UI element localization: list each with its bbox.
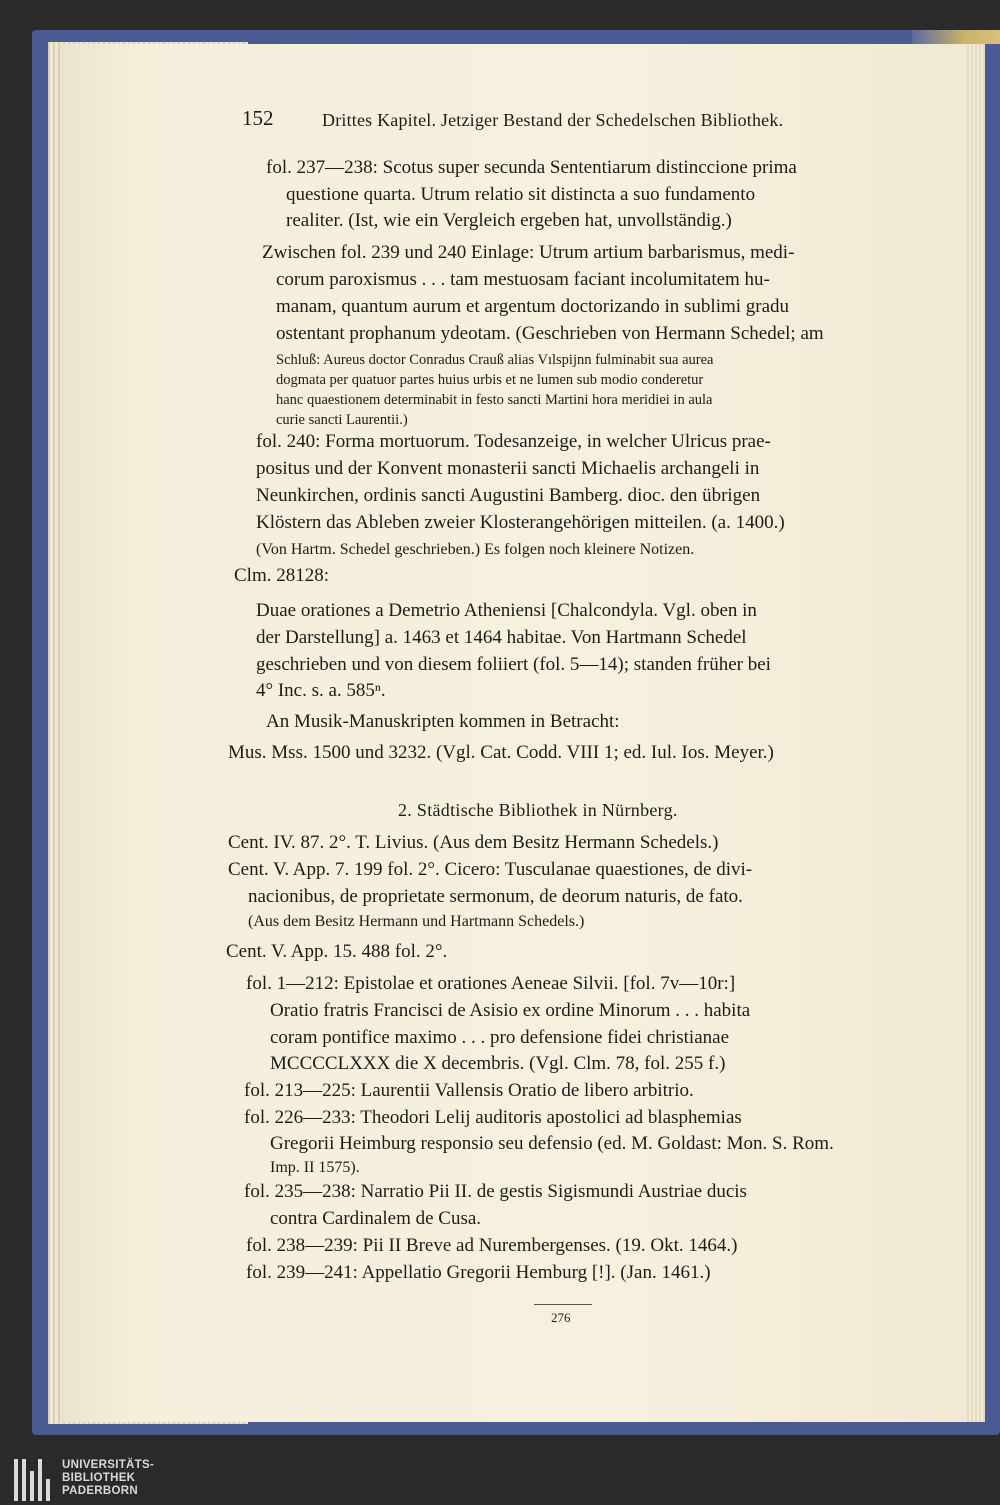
text-line: questione quarta. Utrum relatio sit distincta a suo fundamento xyxy=(286,184,756,205)
text-line: Klöstern das Ableben zweier Klosterangehörigen mitteilen. (a. 1400.) xyxy=(256,512,785,533)
text-line: fol. 239—241: Appellatio Gregorii Hemburg [!]. (Jan. 1461.) xyxy=(246,1262,711,1283)
text-line: realiter. (Ist, wie ein Vergleich ergeben hat, unvollständig.) xyxy=(286,210,732,231)
text-line: fol. 237—238: Scotus super secunda Sententiarum distinccione prima xyxy=(266,157,797,178)
library-line: PADERBORN xyxy=(62,1485,138,1497)
text-line: MCCCCLXXX die X decembris. (Vgl. Clm. 78, fol. 255 f.) xyxy=(270,1053,726,1074)
text-line: fol. 235—238: Narratio Pii II. de gestis Sigismundi Austriae ducis xyxy=(244,1181,747,1202)
right-page-edges xyxy=(967,44,985,1422)
text-line: An Musik-Manuskripten kommen in Betracht: xyxy=(266,711,620,732)
text-line: Mus. Mss. 1500 und 3232. (Vgl. Cat. Codd. VIII 1; ed. Iul. Ios. Meyer.) xyxy=(228,742,774,763)
text-line: (Von Hartm. Schedel geschrieben.) Es folgen noch kleinere Notizen. xyxy=(256,541,695,558)
text-line: Cent. V. App. 7. 199 fol. 2°. Cicero: Tusculanae quaestiones, de divi- xyxy=(228,859,753,880)
text-line: dogmata per quatuor partes huius urbis et ne lumen sub modio conderetur xyxy=(276,372,704,388)
text-line: Duae orationes a Demetrio Atheniensi [Chalcondyla. Vgl. oben in xyxy=(256,600,757,621)
text-line: fol. 240: Forma mortuorum. Todesanzeige, in welcher Ulricus prae- xyxy=(256,431,771,452)
text-line: Schluß: Aureus doctor Conradus Crauß alias Vılspijnn fulminabit sua aurea xyxy=(276,352,714,368)
text-line: corum paroxismus . . . tam mestuosam faciant incolumitatem hu- xyxy=(276,269,770,290)
text-line: curie sancti Laurentii.) xyxy=(276,412,408,428)
text-line: Oratio fratris Francisci de Asisio ex ordine Minorum . . . habita xyxy=(270,1000,751,1021)
running-head: Drittes Kapitel. Jetziger Bestand der Schedelschen Bibliothek. xyxy=(322,110,784,130)
text-line: manam, quantum aurum et argentum doctorizando in sublimi gradu xyxy=(276,296,790,317)
text-line: fol. 213—225: Laurentii Vallensis Oratio de libero arbitrio. xyxy=(244,1080,694,1101)
text-line: Cent. IV. 87. 2°. T. Livius. (Aus dem Besitz Hermann Schedels.) xyxy=(228,832,719,853)
footer-rule xyxy=(534,1304,592,1305)
library-line: BIBLIOTHEK xyxy=(62,1472,136,1484)
text-line: Neunkirchen, ordinis sancti Augustini Bamberg. dioc. den übrigen xyxy=(256,485,761,506)
text-line: nacionibus, de proprietate sermonum, de deorum naturis, de fato. xyxy=(248,886,743,907)
signature-mark: 276 xyxy=(551,1310,571,1325)
text-line: coram pontifice maximo . . . pro defensione fidei christianae xyxy=(270,1027,730,1048)
text-line: der Darstellung] a. 1463 et 1464 habitae. Von Hartmann Schedel xyxy=(256,627,747,648)
text-line: Zwischen fol. 239 und 240 Einlage: Utrum artium barbarismus, medi- xyxy=(262,242,795,263)
text-line: fol. 1—212: Epistolae et orationes Aeneae Silvii. [fol. 7v—10r:] xyxy=(246,973,736,994)
text-line: contra Cardinalem de Cusa. xyxy=(270,1208,482,1229)
book-page xyxy=(60,44,985,1422)
page-number: 152 xyxy=(242,106,274,130)
text-line: fol. 226—233: Theodori Lelij auditoris apostolici ad blasphemias xyxy=(244,1107,742,1128)
cover-edge xyxy=(912,30,1000,44)
section-heading: 2. Städtische Bibliothek in Nürnberg. xyxy=(398,800,678,820)
text-line: geschrieben und von diesem foliiert (fol. 5—14); standen früher bei xyxy=(256,654,771,675)
text-line: Clm. 28128: xyxy=(234,565,330,586)
text-line: fol. 238—239: Pii II Breve ad Nurembergenses. (19. Okt. 1464.) xyxy=(246,1235,738,1256)
library-name xyxy=(62,1459,154,1498)
text-line: 4° Inc. s. a. 585ⁿ. xyxy=(256,680,386,701)
text-line: ostentant prophanum ydeotam. (Geschrieben von Hermann Schedel; am xyxy=(276,323,824,344)
text-line: hanc quaestionem determinabit in festo sancti Martini hora meridiei in aula xyxy=(276,392,713,408)
text-line: Gregorii Heimburg responsio seu defensio (ed. M. Goldast: Mon. S. Rom. xyxy=(270,1133,834,1154)
text-line: (Aus dem Besitz Hermann und Hartmann Schedels.) xyxy=(248,913,585,930)
library-line: UNIVERSITÄTS- xyxy=(62,1459,155,1471)
library-logo-icon xyxy=(14,1459,54,1501)
text-line: positus und der Konvent monasterii sancti Michaelis archangeli in xyxy=(256,458,760,479)
text-line: Cent. V. App. 15. 488 fol. 2°. xyxy=(226,941,448,962)
text-line: Imp. II 1575). xyxy=(270,1159,360,1176)
